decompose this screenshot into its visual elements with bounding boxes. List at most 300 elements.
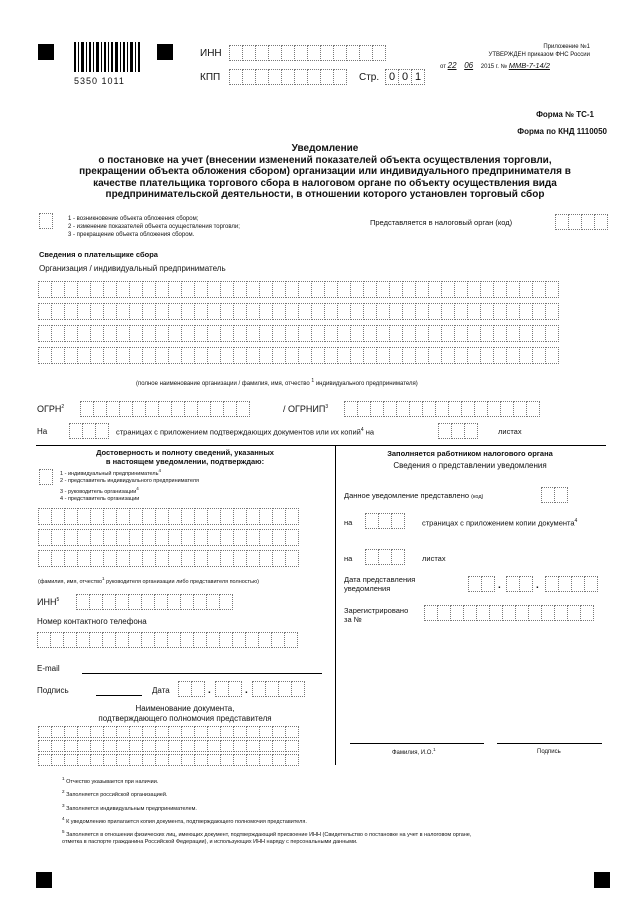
grid-cell[interactable] [64,303,78,320]
grid-cell[interactable] [155,347,169,364]
grid-cell[interactable] [298,347,312,364]
grid-cell[interactable] [116,303,130,320]
grid-cell[interactable] [350,281,364,298]
grid-cell[interactable] [246,740,260,752]
grid-cell[interactable] [77,508,91,525]
grid-cell[interactable] [246,303,260,320]
grid-cell[interactable] [532,303,546,320]
grid-cell[interactable] [38,281,52,298]
grid-row[interactable] [38,303,558,320]
grid-cell[interactable] [454,281,468,298]
grid-row[interactable] [38,550,298,567]
grid-cell[interactable] [402,281,416,298]
grid-cell[interactable] [181,347,195,364]
grid-cell[interactable] [51,281,65,298]
grid-cell[interactable] [259,550,273,567]
grid-cell[interactable] [402,325,416,342]
grid-cell[interactable] [389,325,403,342]
grid-cell[interactable] [38,325,52,342]
grid-cell[interactable] [181,529,195,546]
phone-cells[interactable] [37,632,297,648]
grid-cell[interactable] [155,754,169,766]
grid-cell[interactable] [545,325,559,342]
grid-cell[interactable] [389,281,403,298]
submit-day-cells[interactable] [468,576,494,592]
left-month-cells[interactable] [215,681,241,697]
grid-cell[interactable] [77,550,91,567]
grid-cell[interactable] [116,281,130,298]
grid-row[interactable] [38,726,298,738]
grid-cell[interactable] [272,325,286,342]
grid-cell[interactable] [402,347,416,364]
grid-cell[interactable] [363,347,377,364]
grid-cell[interactable] [116,508,130,525]
grid-cell[interactable] [246,550,260,567]
grid-cell[interactable] [168,325,182,342]
grid-cell[interactable] [194,347,208,364]
grid-cell[interactable] [467,325,481,342]
grid-cell[interactable] [181,281,195,298]
grid-cell[interactable] [207,281,221,298]
grid-cell[interactable] [272,529,286,546]
grid-cell[interactable] [116,740,130,752]
grid-cell[interactable] [38,529,52,546]
grid-cell[interactable] [272,550,286,567]
grid-cell[interactable] [38,740,52,752]
grid-cell[interactable] [207,508,221,525]
grid-cell[interactable] [129,325,143,342]
grid-cell[interactable] [233,281,247,298]
grid-cell[interactable] [103,281,117,298]
grid-cell[interactable] [103,347,117,364]
grid-cell[interactable] [337,347,351,364]
grid-cell[interactable] [129,754,143,766]
grid-cell[interactable] [194,303,208,320]
grid-cell[interactable] [207,726,221,738]
registration-number-cells[interactable] [424,605,593,621]
grid-cell[interactable] [207,740,221,752]
grid-cell[interactable] [246,325,260,342]
grid-cell[interactable] [272,347,286,364]
grid-cell[interactable] [467,281,481,298]
right-sign-line[interactable] [497,742,602,744]
grid-cell[interactable] [142,550,156,567]
grid-cell[interactable] [64,740,78,752]
authority-document-grid[interactable] [38,726,298,768]
grid-cell[interactable] [311,281,325,298]
grid-cell[interactable] [90,325,104,342]
grid-cell[interactable] [181,325,195,342]
grid-cell[interactable] [129,303,143,320]
submit-month-cells[interactable] [506,576,532,592]
grid-cell[interactable] [142,325,156,342]
grid-cell[interactable] [220,529,234,546]
grid-cell[interactable] [194,529,208,546]
grid-cell[interactable] [428,303,442,320]
grid-cell[interactable] [519,347,533,364]
grid-cell[interactable] [220,754,234,766]
grid-cell[interactable] [376,325,390,342]
grid-cell[interactable] [363,281,377,298]
grid-cell[interactable] [103,303,117,320]
confirmer-inn-cells[interactable] [76,594,232,610]
grid-cell[interactable] [285,325,299,342]
grid-cell[interactable] [155,529,169,546]
grid-cell[interactable] [220,347,234,364]
grid-cell[interactable] [246,726,260,738]
grid-cell[interactable] [480,281,494,298]
grid-cell[interactable] [142,508,156,525]
grid-cell[interactable] [168,754,182,766]
payer-pages-cells[interactable] [69,423,108,439]
grid-cell[interactable] [337,325,351,342]
grid-cell[interactable] [64,726,78,738]
ogrn-cells[interactable] [80,401,249,417]
grid-cell[interactable] [454,347,468,364]
grid-cell[interactable] [38,550,52,567]
grid-cell[interactable] [129,347,143,364]
grid-cell[interactable] [90,754,104,766]
grid-cell[interactable] [90,529,104,546]
grid-cell[interactable] [506,325,520,342]
grid-cell[interactable] [532,347,546,364]
grid-cell[interactable] [64,325,78,342]
grid-cell[interactable] [155,740,169,752]
grid-cell[interactable] [285,550,299,567]
grid-cell[interactable] [220,740,234,752]
grid-cell[interactable] [532,325,546,342]
grid-cell[interactable] [90,303,104,320]
grid-cell[interactable] [454,325,468,342]
grid-cell[interactable] [545,303,559,320]
reason-code-cell[interactable] [39,213,52,229]
grid-cell[interactable] [285,726,299,738]
grid-cell[interactable] [545,281,559,298]
grid-cell[interactable] [233,508,247,525]
submit-year-cells[interactable] [545,576,597,592]
grid-cell[interactable] [207,550,221,567]
grid-cell[interactable] [467,347,481,364]
grid-cell[interactable] [350,325,364,342]
confirmer-fio-grid[interactable] [38,508,298,571]
grid-cell[interactable] [64,754,78,766]
grid-row[interactable] [38,325,558,342]
grid-cell[interactable] [64,508,78,525]
grid-cell[interactable] [103,508,117,525]
grid-cell[interactable] [155,550,169,567]
grid-cell[interactable] [38,726,52,738]
grid-cell[interactable] [51,550,65,567]
header-inn-cells[interactable] [229,45,385,61]
grid-cell[interactable] [233,754,247,766]
grid-cell[interactable] [441,303,455,320]
grid-cell[interactable] [64,347,78,364]
grid-cell[interactable] [285,303,299,320]
grid-cell[interactable] [311,325,325,342]
grid-cell[interactable] [116,529,130,546]
grid-cell[interactable] [220,726,234,738]
grid-cell[interactable] [51,325,65,342]
grid-cell[interactable] [350,303,364,320]
grid-cell[interactable] [181,508,195,525]
grid-cell[interactable] [246,281,260,298]
grid-cell[interactable] [311,347,325,364]
grid-cell[interactable] [311,303,325,320]
grid-cell[interactable] [441,281,455,298]
grid-cell[interactable] [506,303,520,320]
grid-cell[interactable] [168,550,182,567]
grid-cell[interactable] [181,726,195,738]
grid-cell[interactable] [363,303,377,320]
grid-cell[interactable] [129,726,143,738]
grid-cell[interactable] [233,325,247,342]
grid-cell[interactable] [519,281,533,298]
grid-cell[interactable] [259,740,273,752]
grid-cell[interactable] [155,325,169,342]
grid-cell[interactable] [194,754,208,766]
grid-cell[interactable] [220,325,234,342]
grid-cell[interactable] [259,754,273,766]
grid-cell[interactable] [194,281,208,298]
grid-cell[interactable] [389,303,403,320]
grid-cell[interactable] [233,740,247,752]
grid-cell[interactable] [233,303,247,320]
grid-cell[interactable] [64,281,78,298]
grid-cell[interactable] [168,347,182,364]
grid-cell[interactable] [246,754,260,766]
grid-cell[interactable] [493,325,507,342]
grid-cell[interactable] [415,347,429,364]
grid-cell[interactable] [350,347,364,364]
grid-cell[interactable] [493,303,507,320]
grid-cell[interactable] [298,281,312,298]
grid-cell[interactable] [285,347,299,364]
grid-cell[interactable] [155,508,169,525]
ogrnip-cells[interactable] [344,401,539,417]
grid-cell[interactable] [77,303,91,320]
grid-cell[interactable] [194,550,208,567]
grid-cell[interactable] [168,281,182,298]
grid-cell[interactable] [51,740,65,752]
grid-cell[interactable] [38,347,52,364]
grid-cell[interactable] [324,347,338,364]
grid-cell[interactable] [64,529,78,546]
grid-cell[interactable] [77,325,91,342]
grid-cell[interactable] [116,550,130,567]
grid-cell[interactable] [285,508,299,525]
grid-cell[interactable] [194,325,208,342]
grid-row[interactable] [38,281,558,298]
grid-cell[interactable] [259,726,273,738]
grid-cell[interactable] [168,508,182,525]
grid-cell[interactable] [441,325,455,342]
grid-cell[interactable] [168,529,182,546]
grid-cell[interactable] [194,508,208,525]
tax-organ-code-cells[interactable] [555,214,607,230]
grid-cell[interactable] [77,281,91,298]
grid-cell[interactable] [90,550,104,567]
grid-cell[interactable] [259,303,273,320]
grid-cell[interactable] [324,303,338,320]
grid-cell[interactable] [90,347,104,364]
grid-cell[interactable] [142,529,156,546]
grid-cell[interactable] [168,740,182,752]
grid-row[interactable] [38,508,298,525]
grid-row[interactable] [38,754,298,766]
grid-cell[interactable] [181,740,195,752]
grid-cell[interactable] [77,529,91,546]
grid-cell[interactable] [103,550,117,567]
grid-cell[interactable] [376,281,390,298]
org-name-grid[interactable] [38,281,558,369]
grid-cell[interactable] [129,529,143,546]
grid-cell[interactable] [506,347,520,364]
grid-cell[interactable] [285,754,299,766]
grid-cell[interactable] [51,347,65,364]
grid-cell[interactable] [324,325,338,342]
grid-cell[interactable] [480,325,494,342]
grid-cell[interactable] [493,347,507,364]
grid-cell[interactable] [155,303,169,320]
grid-row[interactable] [38,347,558,364]
grid-cell[interactable] [246,529,260,546]
submitted-code-cells[interactable] [541,487,567,503]
grid-cell[interactable] [129,550,143,567]
grid-cell[interactable] [233,726,247,738]
grid-cell[interactable] [259,529,273,546]
grid-cell[interactable] [77,347,91,364]
grid-cell[interactable] [77,740,91,752]
grid-cell[interactable] [51,303,65,320]
grid-cell[interactable] [116,347,130,364]
grid-row[interactable] [38,740,298,752]
right-pages-cells[interactable] [365,513,404,529]
grid-cell[interactable] [38,508,52,525]
grid-cell[interactable] [298,303,312,320]
right-fio-line[interactable] [350,742,484,744]
grid-cell[interactable] [259,325,273,342]
grid-cell[interactable] [272,740,286,752]
grid-cell[interactable] [142,281,156,298]
grid-cell[interactable] [415,325,429,342]
grid-cell[interactable] [428,325,442,342]
grid-cell[interactable] [77,726,91,738]
grid-cell[interactable] [207,529,221,546]
grid-cell[interactable] [207,347,221,364]
grid-cell[interactable] [38,754,52,766]
grid-cell[interactable] [285,740,299,752]
grid-cell[interactable] [272,726,286,738]
grid-cell[interactable] [298,325,312,342]
grid-cell[interactable] [480,347,494,364]
grid-cell[interactable] [272,303,286,320]
left-sign-field[interactable] [96,694,142,696]
grid-cell[interactable] [142,726,156,738]
grid-cell[interactable] [467,303,481,320]
grid-cell[interactable] [272,754,286,766]
grid-cell[interactable] [51,726,65,738]
grid-cell[interactable] [441,347,455,364]
grid-cell[interactable] [116,325,130,342]
grid-cell[interactable] [103,529,117,546]
grid-cell[interactable] [246,508,260,525]
grid-cell[interactable] [103,740,117,752]
grid-cell[interactable] [64,550,78,567]
grid-cell[interactable] [207,754,221,766]
grid-cell[interactable] [51,529,65,546]
grid-cell[interactable] [77,754,91,766]
grid-cell[interactable] [480,303,494,320]
grid-cell[interactable] [272,281,286,298]
left-date-cells[interactable] [178,681,204,697]
grid-cell[interactable] [376,347,390,364]
grid-cell[interactable] [103,325,117,342]
grid-cell[interactable] [415,281,429,298]
grid-row[interactable] [38,529,298,546]
right-sheets-cells[interactable] [365,549,404,565]
grid-cell[interactable] [389,347,403,364]
grid-cell[interactable] [142,754,156,766]
grid-cell[interactable] [337,281,351,298]
grid-cell[interactable] [337,303,351,320]
grid-cell[interactable] [90,740,104,752]
grid-cell[interactable] [90,726,104,738]
grid-cell[interactable] [376,303,390,320]
grid-cell[interactable] [233,550,247,567]
grid-cell[interactable] [194,726,208,738]
grid-cell[interactable] [285,281,299,298]
grid-cell[interactable] [51,508,65,525]
confirmer-code-cell[interactable] [39,469,52,485]
grid-cell[interactable] [38,303,52,320]
grid-cell[interactable] [207,303,221,320]
grid-cell[interactable] [259,347,273,364]
payer-sheets-cells[interactable] [438,423,477,439]
grid-cell[interactable] [142,740,156,752]
grid-cell[interactable] [129,740,143,752]
grid-cell[interactable] [90,508,104,525]
grid-cell[interactable] [168,303,182,320]
grid-cell[interactable] [155,726,169,738]
grid-cell[interactable] [181,303,195,320]
grid-cell[interactable] [506,281,520,298]
grid-cell[interactable] [259,508,273,525]
grid-cell[interactable] [142,303,156,320]
grid-cell[interactable] [116,726,130,738]
grid-cell[interactable] [181,550,195,567]
grid-cell[interactable] [207,325,221,342]
grid-cell[interactable] [129,281,143,298]
header-kpp-cells[interactable] [229,69,346,85]
grid-cell[interactable] [532,281,546,298]
grid-cell[interactable] [246,347,260,364]
left-year-cells[interactable] [252,681,304,697]
grid-cell[interactable] [519,325,533,342]
grid-cell[interactable] [142,347,156,364]
grid-cell[interactable] [90,281,104,298]
grid-cell[interactable] [545,347,559,364]
grid-cell[interactable] [402,303,416,320]
grid-cell[interactable] [233,529,247,546]
grid-cell[interactable] [272,508,286,525]
grid-cell[interactable] [220,550,234,567]
grid-cell[interactable] [428,281,442,298]
grid-cell[interactable] [194,740,208,752]
grid-cell[interactable] [103,754,117,766]
grid-cell[interactable] [324,281,338,298]
grid-cell[interactable] [415,303,429,320]
grid-cell[interactable] [233,347,247,364]
